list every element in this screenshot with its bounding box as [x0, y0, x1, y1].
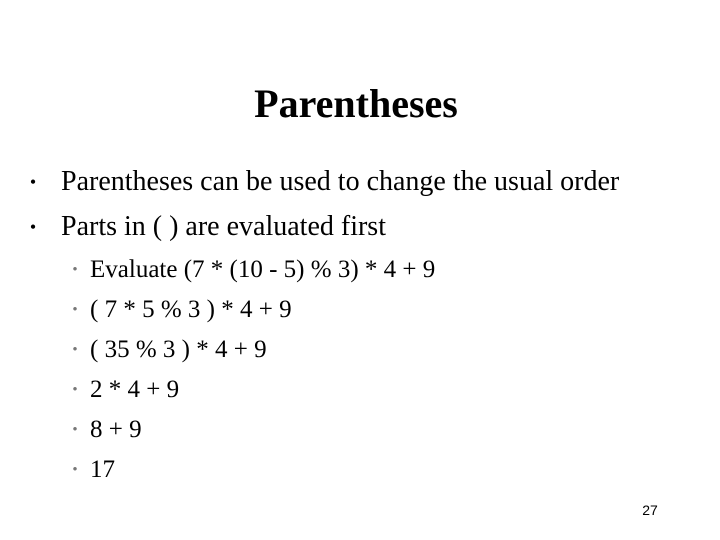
bullet-text: Parentheses can be used to change the usual order	[61, 166, 620, 197]
slide-title: Parentheses	[254, 81, 458, 126]
sub-bullet-text: 17	[90, 456, 115, 483]
sub-bullet-text: 8 + 9	[90, 416, 142, 443]
sub-bullet-icon: •	[72, 302, 78, 318]
sub-bullet-text: ( 7 * 5 % 3 ) * 4 + 9	[90, 296, 292, 323]
sub-bullet-icon: •	[72, 422, 78, 438]
sub-bullet-text: 2 * 4 + 9	[90, 376, 180, 403]
sub-bullet-text: ( 35 % 3 ) * 4 + 9	[90, 336, 267, 363]
page-number: 27	[642, 502, 658, 518]
sub-bullet-icon: •	[72, 342, 78, 358]
sub-bullet-icon: •	[72, 262, 78, 278]
bullet-icon: •	[29, 217, 37, 237]
sub-bullet-text: Evaluate (7 * (10 - 5) % 3) * 4 + 9	[90, 256, 436, 283]
sub-bullet-icon: •	[72, 382, 78, 398]
sub-bullet-icon: •	[72, 462, 78, 478]
bullet-icon: •	[29, 172, 37, 192]
bullet-text: Parts in ( ) are evaluated first	[61, 211, 386, 242]
